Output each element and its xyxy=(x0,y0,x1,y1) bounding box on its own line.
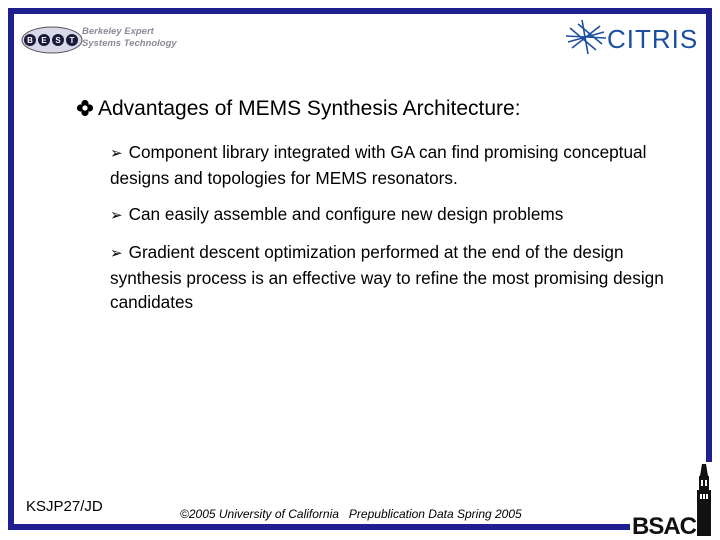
bullet-text: Component library integrated with GA can find promising conceptual designs and topologies for MEMS resonators. xyxy=(110,142,647,188)
best-letter-b: B xyxy=(27,36,33,45)
frame-right-border xyxy=(706,8,712,462)
arrow-bullet-icon: ➢ xyxy=(110,145,123,162)
frame-bottom-border xyxy=(8,524,630,530)
bullet-list xyxy=(110,140,670,326)
footer-note-text: Prepublication Data Spring 2005 xyxy=(348,507,522,521)
best-letter-t: T xyxy=(69,36,75,45)
best-logo-text xyxy=(82,26,177,50)
best-line1: Berkeley Expert xyxy=(82,26,154,37)
slide-title-text: Advantages of MEMS Synthesis Architecture: xyxy=(98,97,521,120)
bsac-logo-text: BSAC xyxy=(632,513,697,540)
arrow-bullet-icon: ➢ xyxy=(110,207,123,224)
bullet-item xyxy=(110,140,670,190)
slide-title xyxy=(76,97,521,121)
bullet-text: Can easily assemble and configure new design problems xyxy=(128,204,564,224)
best-line2: Systems Technology xyxy=(82,38,177,49)
bullet-text: Gradient descent optimization performed at the end of the design synthesis process is an effective way to refine the most promising design candidates xyxy=(110,242,664,312)
diamond-bullet-icon xyxy=(76,99,94,117)
bullet-item xyxy=(110,240,670,314)
footer-slide-id: KSJP27/JD xyxy=(26,498,103,515)
frame-left-border xyxy=(8,8,14,530)
citris-logo-text: CITRIS xyxy=(607,24,699,54)
best-letter-e: E xyxy=(41,36,47,45)
footer-copyright xyxy=(180,507,522,521)
best-letter-s: S xyxy=(55,36,61,45)
bullet-item xyxy=(110,202,670,228)
frame-top-border xyxy=(8,8,712,14)
bsac-logo xyxy=(630,462,720,540)
arrow-bullet-icon: ➢ xyxy=(110,245,123,262)
footer-copyright-text: ©2005 University of California xyxy=(180,507,339,521)
